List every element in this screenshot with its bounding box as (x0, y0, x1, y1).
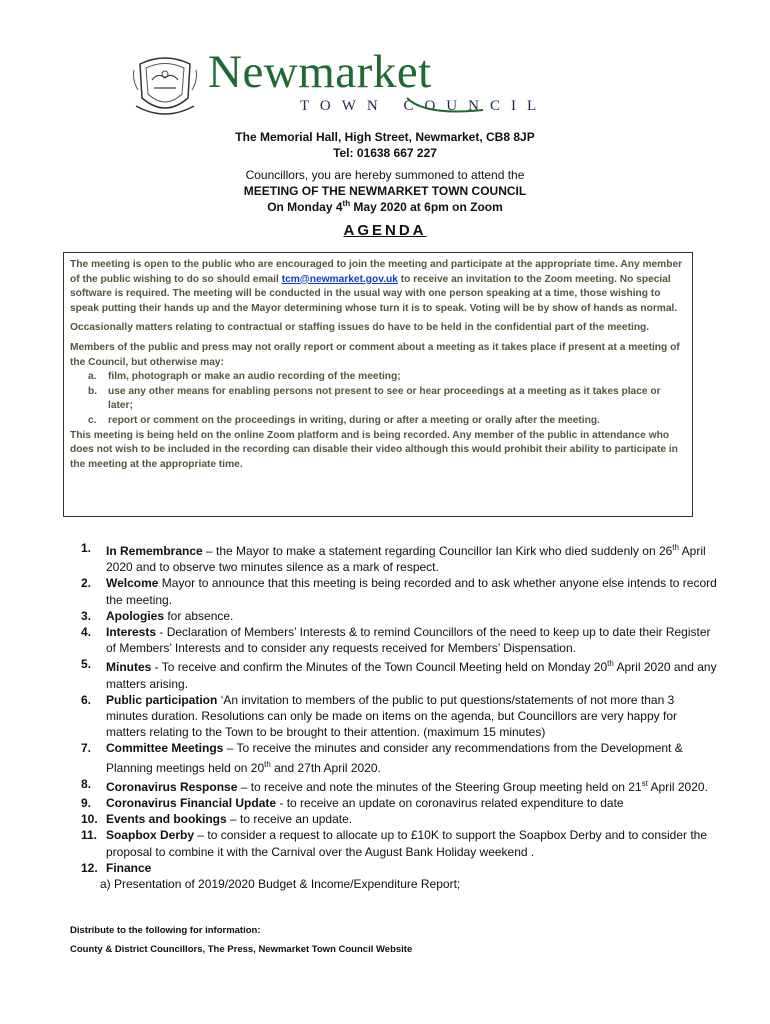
agenda-item: 10. Events and bookings – to receive an update. (81, 812, 353, 827)
finance-subitem: a) Presentation of 2019/2020 Budget & Income/Expenditure Report; (100, 877, 461, 892)
logo-name: Newmarket (208, 46, 432, 98)
notice-list-item: b. use any other means for enabling persons not present to see or hear proceedings at a meeting as it takes place or later; (88, 385, 661, 412)
logo-subtitle: TOWN COUNCIL (300, 98, 548, 114)
agenda-item: 11. Soapbox Derby – to consider a request to allocate up to £10K to support the Soapbox Derby and to consider the proposal to combine it with the Carnival over the August Bank Holiday weekend . (81, 828, 708, 859)
agenda-list (78, 540, 718, 892)
notice-list-item: a. film, photograph or make an audio recording of the meeting; (88, 371, 401, 383)
meeting-date: On Monday 4th May 2020 at 6pm on Zoom (267, 199, 503, 214)
summons-text: Councillors, you are hereby summoned to attend the (245, 168, 525, 182)
telephone: Tel: 01638 667 227 (333, 146, 437, 160)
notice-paragraph-4: This meeting is being held on the online Zoom platform and is being recorded. Any member of the public in attendance who does not wish to be included in the recording can disable their video although this would prohibit their ability to participate in the meeting at the appropriate time. (70, 429, 678, 470)
agenda-item: 3. Apologies for absence. (81, 608, 234, 623)
agenda-item: 2. Welcome Mayor to announce that this meeting is being recorded and to ask whether anyone else intends to record the meeting. (81, 576, 717, 607)
logo-swoosh-icon (405, 94, 485, 116)
notice-list (70, 370, 686, 428)
agenda-item: 9. Coronavirus Financial Update - to receive an update on coronavirus related expenditure to date (81, 796, 624, 811)
agenda-item: 8. Coronavirus Response – to receive and note the minutes of the Steering Group meeting held on 21st April 2020. (81, 776, 708, 794)
email-link[interactable]: tcm@newmarket.gov.uk (281, 273, 398, 285)
notice-list-item: c. report or comment on the proceedings in writing, during or after a meeting or orally after the meeting. (88, 414, 600, 426)
distribution-label: Distribute to the following for information: (70, 925, 261, 936)
agenda-item: 1. In Remembrance – the Mayor to make a statement regarding Councillor Ian Kirk who died suddenly on 26th April 2020 and to observe two minutes silence as a mark of respect. (81, 541, 706, 575)
notice-paragraph-3: Members of the public and press may not orally report or comment about a meeting as it takes place if present at a meeting of the Council, but otherwise may: (70, 341, 680, 368)
distribution-list: County & District Councillors, The Press, Newmarket Town Council Website (70, 944, 413, 955)
agenda-item: 6. Public participation ‘An invitation to members of the public to put questions/statements of not more than 3 minutes duration. Resolutions can only be made on items on the agenda, but Councillors are very happy for matters relating to the Town to be brought to their attention. (maximum 15 minutes) (81, 692, 677, 740)
meeting-title: MEETING OF THE NEWMARKET TOWN COUNCIL (243, 184, 527, 198)
agenda-item: 5. Minutes - To receive and confirm the Minutes of the Town Council Meeting held on Monday 20th April 2020 and any matters arising. (81, 657, 717, 691)
agenda-item: 4. Interests - Declaration of Members’ Interests & to remind Councillors of the need to keep up to date their Register of Members’ Interests and to consider any requests received for Members’ Dispensation. (81, 625, 711, 656)
address: The Memorial Hall, High Street, Newmarket, CB8 8JP (235, 130, 535, 144)
agenda-item: 12. Finance (81, 860, 152, 875)
agenda-item: 7. Committee Meetings – To receive the minutes and consider any recommendations from the Development & Planning meetings held on 20th and 27th April 2020. (81, 741, 683, 775)
notice-paragraph-1: The meeting is open to the public who are encouraged to join the meeting and participate at the appropriate time. Any member of the public wishing to do so should email tcm@newmarket.gov.uk to receive an invitation to the Zoom meeting. No special software is required. The meeting will be conducted in the usual way with one person speaking at a time, those wishing to speak putting their hands up and the Mayor determining whose turn it is to speak. Voting will be by show of hands as normal. (70, 259, 683, 314)
council-crest-icon (132, 50, 198, 122)
notice-paragraph-2: Occasionally matters relating to contractual or staffing issues do have to be held in the confidential part of the meeting. (70, 322, 650, 334)
agenda-title: AGENDA (343, 222, 427, 239)
public-notice-box (63, 252, 693, 517)
